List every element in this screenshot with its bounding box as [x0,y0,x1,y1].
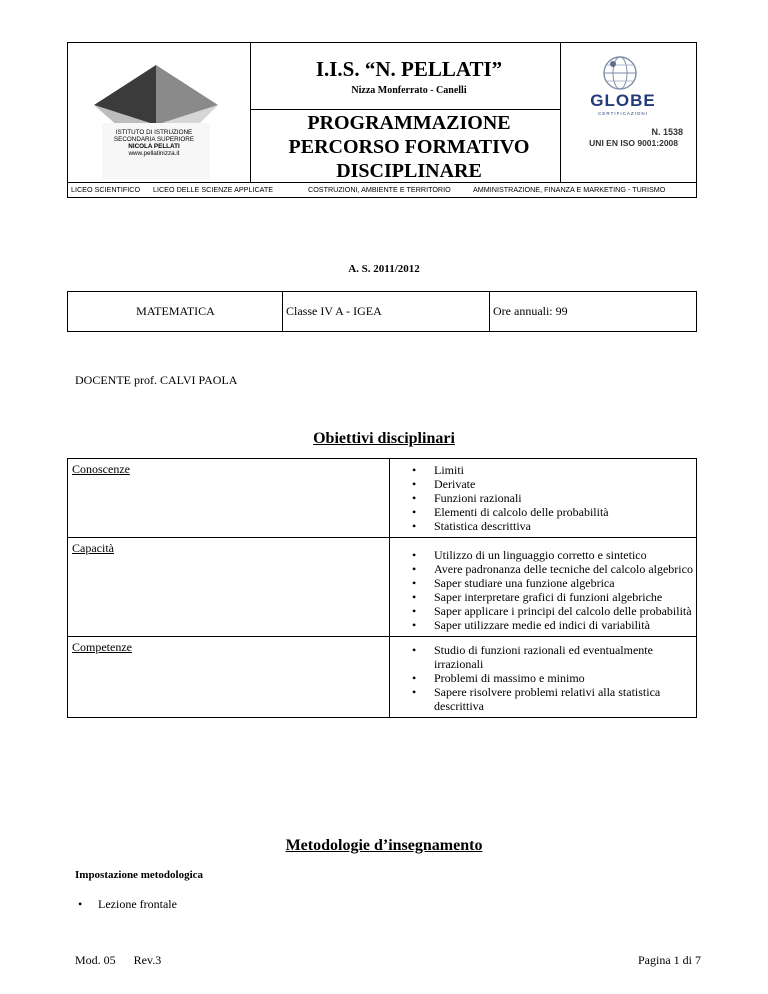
institute-name: I.I.S. “N. PELLATI” [315,57,503,81]
objective-list [412,538,696,636]
header-divider [560,43,561,183]
list-item: • Saper studiare una funzione algebrica [412,576,696,590]
cert-brand-subtitle: CERTIFICAZIONI [598,111,648,116]
cell-divider [389,459,390,537]
objectives-table [67,458,697,718]
school-year: A. S. 2011/2012 [348,263,420,275]
objectives-row [68,636,696,717]
document-title: PROGRAMMAZIONE PERCORSO FORMATIVO DISCIPLINARE [288,112,530,182]
school-branch: AMMINISTRAZIONE, FINANZA E MARKETING - TURISMO [473,185,666,194]
course-info-table [67,291,697,332]
cell-divider [389,538,390,636]
hours-cell: Ore annuali: 99 [493,304,568,318]
list-item: • Lezione frontale [98,897,177,912]
school-branches [68,184,696,196]
institute-location: Nizza Monferrato - Canelli [351,85,467,96]
objective-label: Conoscenze [72,462,130,476]
objective-label: Competenze [72,640,132,654]
school-branch: LICEO DELLE SCIENZE APPLICATE [153,185,274,194]
methods-subheading: Impostazione metodologica [75,869,204,881]
list-item: • Studio di funzioni razionali ed eventualmente irrazionali [412,643,696,671]
objective-list [412,459,696,537]
methods-heading: Metodologie d’insegnamento [285,837,483,854]
school-logo-icon [76,61,236,181]
objectives-row [68,459,696,537]
module-number: Mod. 05 [75,953,116,967]
list-item: • Saper applicare i principi del calcolo delle probabilità [412,604,696,618]
cell-divider [282,292,283,331]
objectives-row [68,537,696,636]
objective-list [412,637,696,717]
list-item: • Funzioni razionali [412,491,696,505]
cert-number: N. 1538 [651,127,683,137]
cert-brand: GLOBE [590,91,656,110]
list-item: • Limiti [412,463,696,477]
objective-label: Capacità [72,541,114,555]
list-item: • Saper utilizzare medie ed indici di variabilità [412,618,696,632]
header-divider [250,43,251,183]
page-number: Pagina 1 di 7 [638,953,701,967]
list-item: • Derivate [412,477,696,491]
list-item: • Statistica descrittiva [412,519,696,533]
school-logo-text: ISTITUTO DI ISTRUZIONE SECONDARIA SUPERIORE NICOLA PELLATI www.pellatinizza.it [113,129,195,157]
cell-divider [389,637,390,717]
school-branch: COSTRUZIONI, AMBIENTE E TERRITORIO [308,185,451,194]
header-divider [250,109,560,110]
list-item: • Elementi di calcolo delle probabilità [412,505,696,519]
list-item: • Problemi di massimo e minimo [412,671,696,685]
cert-standard: UNI EN ISO 9001:2008 [589,138,678,148]
teacher-name: DOCENTE prof. CALVI PAOLA [75,373,238,387]
subject-cell: MATEMATICA [136,304,215,318]
revision-number: Rev.3 [133,953,162,967]
list-item: • Sapere risolvere problemi relativi alla statistica descrittiva [412,685,696,713]
school-branch: LICEO SCIENTIFICO [71,185,141,194]
objectives-heading: Obiettivi disciplinari [313,430,455,447]
document-header [67,42,697,198]
footer-module [75,953,161,968]
class-cell: Classe IV A - IGEA [286,304,382,318]
cell-divider [489,292,490,331]
list-item: • Avere padronanza delle tecniche del calcolo algebrico [412,562,696,576]
list-item: • Utilizzo di un linguaggio corretto e sintetico [412,548,696,562]
list-item: • Saper interpretare grafici di funzioni algebriche [412,590,696,604]
